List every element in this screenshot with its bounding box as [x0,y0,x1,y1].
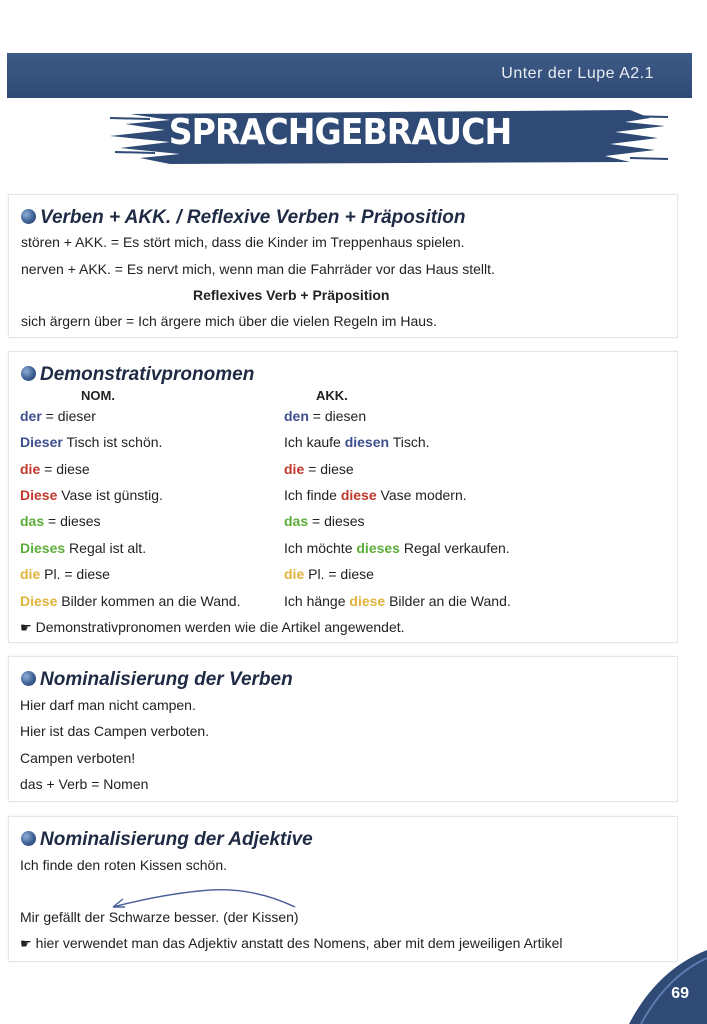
text-line: Mir gefällt der Schwarze besser. (der Kissen) [20,909,299,925]
pointing-hand-icon: ☛ [20,936,32,951]
text-line: Campen verboten! [20,750,136,766]
blue-circle-bullet-icon [21,209,36,224]
section-title-text: Demonstrativpronomen [40,364,255,385]
nom-row: der = dieser [20,408,96,424]
reference-arrow-icon [99,885,299,911]
blue-circle-bullet-icon [21,366,36,381]
section-verben-box [8,194,678,338]
text-line: Hier darf man nicht campen. [20,697,196,713]
section-demonstrativ-box [8,351,678,643]
nom-row: Diese Vase ist günstig. [20,487,163,503]
nom-row: die Pl. = diese [20,566,110,582]
akk-row: die Pl. = diese [284,566,374,582]
column-header-nom: NOM. [81,388,115,403]
note-line: ☛ Demonstrativpronomen werden wie die Artikel angewendet. [20,619,405,635]
page-title: SPRACHGEBRAUCH [168,112,512,153]
nom-row: die = diese [20,461,90,477]
section-title [21,364,254,386]
section-title [21,669,293,691]
section-title-text: Nominalisierung der Verben [40,669,293,690]
course-title: Unter der Lupe A2.1 [501,65,654,82]
blue-circle-bullet-icon [21,831,36,846]
subheading: Reflexives Verb + Präposition [193,287,390,303]
section-title [21,207,466,229]
column-header-akk: AKK. [316,388,348,403]
nom-row: das = dieses [20,513,101,529]
akk-row: den = diesen [284,408,367,424]
page-corner-decoration [627,950,707,1024]
akk-row: das = dieses [284,513,365,529]
header-band [7,53,692,98]
text-line: das + Verb = Nomen [20,776,149,792]
page-number: 69 [671,985,689,1002]
pointing-hand-icon: ☛ [20,620,32,635]
nom-row: Dieser Tisch ist schön. [20,434,163,450]
akk-row: Ich hänge diese Bilder an die Wand. [284,593,511,609]
text-line: Ich finde den roten Kissen schön. [20,857,228,873]
nom-row: Diese Bilder kommen an die Wand. [20,593,241,609]
note-line: ☛ hier verwendet man das Adjektiv anstatt des Nomens, aber mit dem jeweiligen Artikel [20,935,563,951]
section-title-text: Nominalisierung der Adjektive [40,829,313,850]
akk-row: Ich kaufe diesen Tisch. [284,434,430,450]
blue-circle-bullet-icon [21,671,36,686]
akk-row: die = diese [284,461,354,477]
text-line: nerven + AKK. = Es nervt mich, wenn man die Fahrräder vor das Haus stellt. [21,261,495,277]
section-nominalisierung-adjektive-box [8,816,678,962]
section-nominalisierung-verben-box [8,656,678,802]
text-line: stören + AKK. = Es stört mich, dass die Kinder im Treppenhaus spielen. [21,234,465,250]
nom-row: Dieses Regal ist alt. [20,540,147,556]
akk-row: Ich möchte dieses Regal verkaufen. [284,540,510,556]
akk-row: Ich finde diese Vase modern. [284,487,467,503]
text-line: sich ärgern über = Ich ärgere mich über die vielen Regeln im Haus. [21,313,437,329]
section-title [21,829,313,851]
text-line: Hier ist das Campen verboten. [20,723,210,739]
section-title-text: Verben + AKK. / Reflexive Verben + Präposition [40,207,466,228]
